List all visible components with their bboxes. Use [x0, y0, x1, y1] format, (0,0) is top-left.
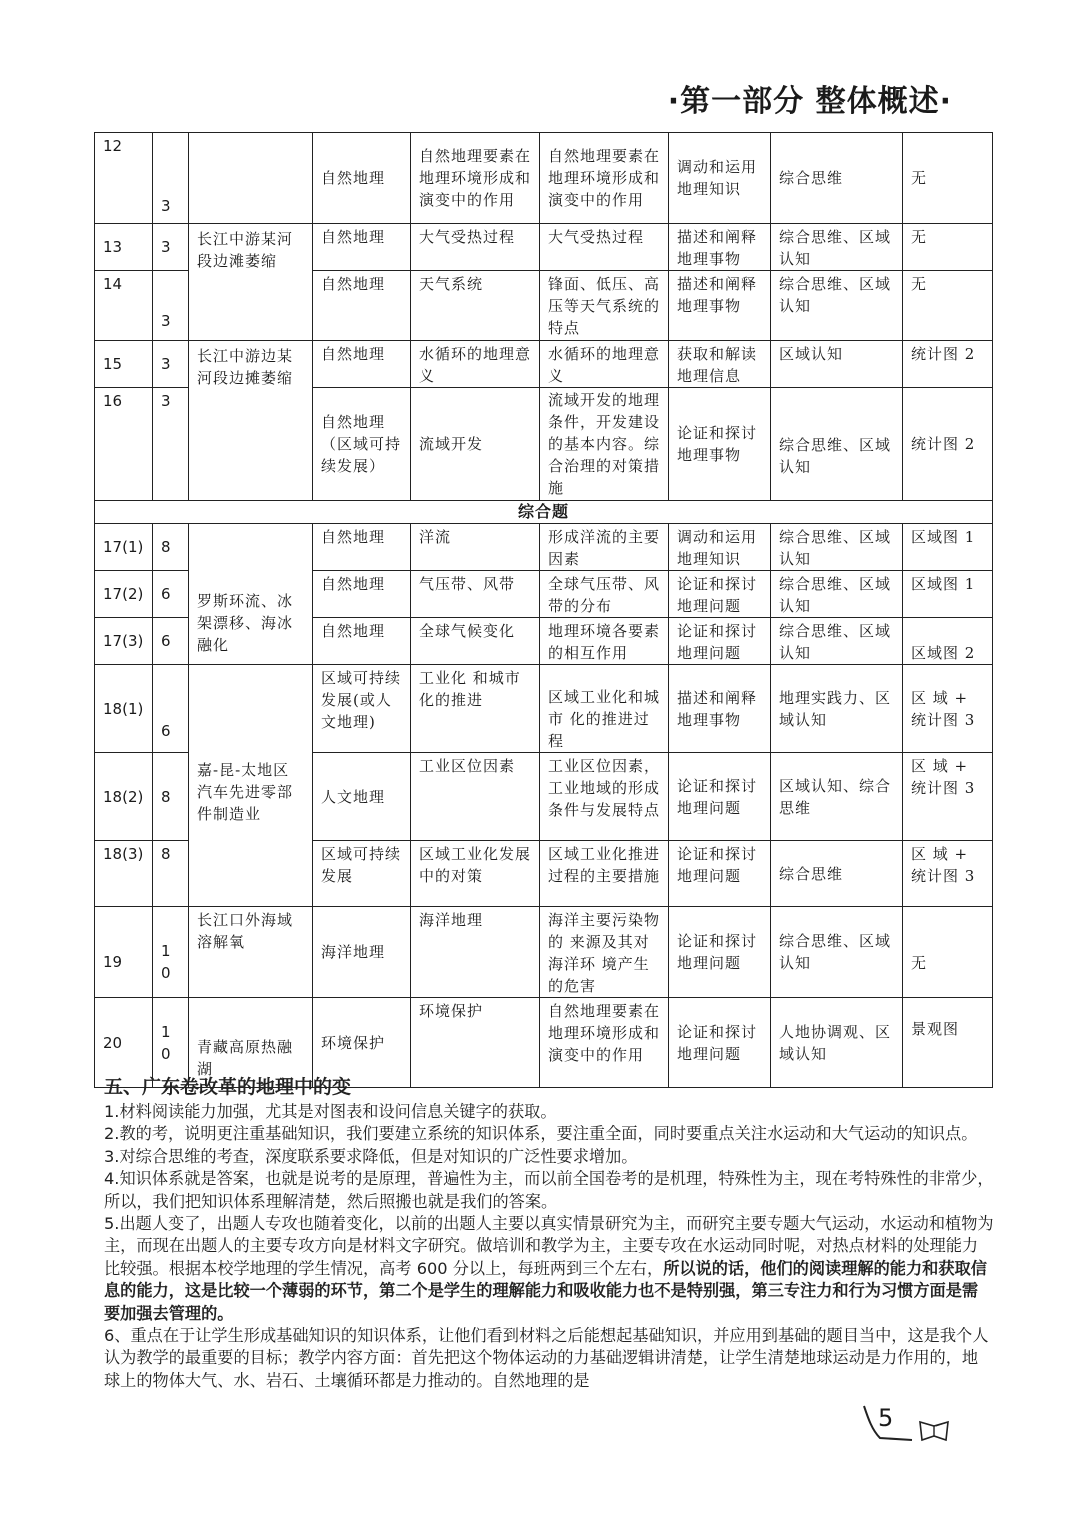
cell-score: 8	[153, 841, 189, 907]
cell-module: 自然地理	[313, 524, 411, 571]
cell-content: 区域工业化推进过程的主要措施	[540, 841, 669, 907]
cell-figure: 区 域 + 统计图 3	[903, 753, 993, 841]
cell-module: 区域可持续发展	[313, 841, 411, 907]
cell-literacy: 综合思维、区域认知	[771, 388, 903, 501]
cell-ability: 论证和探讨地理事物	[669, 388, 771, 501]
cell-knowledge: 洋流	[411, 524, 540, 571]
cell-knowledge: 区域工业化发展中的对策	[411, 841, 540, 907]
cell-knowledge: 大气受热过程	[411, 224, 540, 271]
paragraph-2: 2.教的考，说明更注重基础知识，我们要建立系统的知识体系，要注重全面，同时要重点关注水运动和大气运动的知识点。	[104, 1124, 978, 1144]
cell-ability: 论证和探讨地理问题	[669, 907, 771, 998]
cell-knowledge: 天气系统	[411, 271, 540, 341]
cell-literacy: 区域认知、综合思维	[771, 753, 903, 841]
cell-score: 6	[153, 618, 189, 665]
cell-content: 自然地理要素在地理环境形成和演变中的作用	[540, 998, 669, 1088]
cell-content: 流域开发的地理条件，开发建设的基本内容。综合治理的对策措施	[540, 388, 669, 501]
reform-analysis-section	[104, 1072, 994, 1392]
cell-question-no: 18(2)	[95, 753, 153, 841]
cell-figure: 无	[903, 907, 993, 998]
cell-material	[189, 133, 313, 224]
cell-figure: 无	[903, 224, 993, 271]
cell-question-no: 15	[95, 341, 153, 388]
exam-analysis-table	[94, 132, 992, 1088]
cell-knowledge: 流域开发	[411, 388, 540, 501]
cell-content: 区域工业化和城市 化的推进过程	[540, 665, 669, 753]
paragraph-1: 1.材料阅读能力加强，尤其是对图表和设问信息关键字的获取。	[104, 1102, 557, 1121]
cell-figure: 区域图 1	[903, 571, 993, 618]
cell-ability: 描述和阐释地理事物	[669, 271, 771, 341]
paragraph-4: 4.知识体系就是答案，也就是说考的是原理，普遍性为主，而以前全国卷考的是机理，特殊性为主，现在考特殊性的非常少，所以，我们把知识体系理解清楚，然后照搬也就是我们的答案。	[104, 1169, 994, 1211]
cell-ability: 论证和探讨地理问题	[669, 998, 771, 1088]
cell-figure: 无	[903, 271, 993, 341]
cell-knowledge: 水循环的地理意义	[411, 341, 540, 388]
table-row	[95, 224, 993, 271]
cell-knowledge: 自然地理要素在地理环境形成和演变中的作用	[411, 133, 540, 224]
cell-module: 自然地理	[313, 224, 411, 271]
cell-ability: 调动和运用地理知识	[669, 133, 771, 224]
paragraph-3: 3.对综合思维的考查，深度联系要求降低，但是对知识的广泛性要求增加。	[104, 1146, 638, 1166]
cell-question-no: 14	[95, 271, 153, 341]
cell-question-no: 17(2)	[95, 571, 153, 618]
cell-score: 3	[153, 271, 189, 341]
cell-module: 自然地理	[313, 618, 411, 665]
cell-literacy: 综合思维、区域认知	[771, 224, 903, 271]
cell-module: 自然地理	[313, 571, 411, 618]
cell-module: 环境保护	[313, 998, 411, 1088]
cell-module: 自然地理	[313, 341, 411, 388]
cell-content: 自然地理要素在地理环境形成和演变中的作用	[540, 133, 669, 224]
section-heading: 五、广东卷改革的地理中的变	[104, 1076, 352, 1098]
cell-question-no: 20	[95, 998, 153, 1088]
table-row	[95, 665, 993, 753]
cell-figure: 景观图	[903, 998, 993, 1088]
cell-figure: 区域图 1	[903, 524, 993, 571]
cell-knowledge: 全球气候变化	[411, 618, 540, 665]
cell-question-no: 16	[95, 388, 153, 501]
table-row	[95, 524, 993, 571]
cell-material: 长江口外海域溶解氧	[189, 907, 313, 998]
cell-content: 全球气压带、风带的分布	[540, 571, 669, 618]
cell-ability: 论证和探讨地理问题	[669, 841, 771, 907]
cell-ability: 获取和解读地理信息	[669, 341, 771, 388]
cell-score: 8	[153, 524, 189, 571]
section-label: 综合题	[95, 501, 993, 524]
paragraph-5	[104, 1213, 994, 1325]
paragraph-5-normal: 5.出题人变了，出题人专攻也随着变化，以前的出题人主要以真实情景研究为主，而研究主要专题大气运动，水运动和植物为主，而现在出题人的主要专攻方向是材料文字研究。做培训和教学为主，主要专攻在水运动同时呢，对热点材料的处理能力比较强。根据本校学地理的学生情况，高考 600 分以上，每班两到三个左右，	[104, 1214, 994, 1278]
cell-score: 6	[153, 571, 189, 618]
cell-literacy: 综合思维	[771, 841, 903, 907]
cell-figure: 区域图 2	[903, 618, 993, 665]
cell-module: 自然地理	[313, 271, 411, 341]
cell-literacy: 综合思维、区域认知	[771, 571, 903, 618]
table-row	[95, 907, 993, 998]
page-number-decoration	[862, 1404, 970, 1444]
cell-content: 大气受热过程	[540, 224, 669, 271]
cell-ability: 描述和阐释地理事物	[669, 665, 771, 753]
cell-question-no: 12	[95, 133, 153, 224]
cell-score: 3	[153, 224, 189, 271]
cell-ability: 调动和运用地理知识	[669, 524, 771, 571]
cell-content: 水循环的地理意义	[540, 341, 669, 388]
paragraph-6: 6、重点在于让学生形成基础知识的知识体系，让他们看到材料之后能想起基础知识，并应用到基础的题目当中，这是我个人认为教学的最重要的目标；教学内容方面：首先把这个物体运动的力基础逻辑讲清楚，让学生清楚地球运动是力作用的，地球上的物体大气、水、岩石、土壤循环都是力推动的。自然地理的是	[104, 1326, 989, 1390]
page-number: 5	[878, 1404, 894, 1432]
cell-literacy: 综合思维、区域认知	[771, 271, 903, 341]
cell-knowledge: 工业化 和城市化的推进	[411, 665, 540, 753]
cell-module: 区域可持续发展(或人文地理)	[313, 665, 411, 753]
cell-ability: 论证和探讨地理问题	[669, 571, 771, 618]
cell-content: 工业区位因素，工业地域的形成条件与发展特点	[540, 753, 669, 841]
cell-ability: 论证和探讨地理问题	[669, 618, 771, 665]
cell-content: 地理环境各要素的相互作用	[540, 618, 669, 665]
cell-score: 8	[153, 753, 189, 841]
cell-module: 人文地理	[313, 753, 411, 841]
cell-question-no: 18(1)	[95, 665, 153, 753]
cell-figure: 统计图 2	[903, 341, 993, 388]
cell-score: 3	[153, 133, 189, 224]
cell-question-no: 18(3)	[95, 841, 153, 907]
table-row	[95, 133, 993, 224]
cell-literacy: 综合思维、区域认知	[771, 907, 903, 998]
cell-material: 嘉-昆-太地区汽车先进零部件制造业	[189, 665, 313, 907]
cell-literacy: 综合思维、区域认知	[771, 524, 903, 571]
table-row	[95, 341, 993, 388]
cell-material: 罗斯环流、冰架漂移、海冰融化	[189, 524, 313, 665]
cell-module: 自然地理	[313, 133, 411, 224]
cell-literacy: 综合思维	[771, 133, 903, 224]
cell-literacy: 区域认知	[771, 341, 903, 388]
cell-knowledge: 环境保护	[411, 998, 540, 1088]
cell-figure: 无	[903, 133, 993, 224]
page-header-title: ·第一部分 整体概述·	[667, 84, 952, 119]
cell-figure: 区 域 + 统计图 3	[903, 841, 993, 907]
cell-score: 3	[153, 341, 189, 388]
table-section-row	[95, 501, 993, 524]
cell-literacy: 地理实践力、区域认知	[771, 665, 903, 753]
cell-module: 自然地理（区域可持续发展）	[313, 388, 411, 501]
cell-figure: 统计图 2	[903, 388, 993, 501]
cell-score: 6	[153, 665, 189, 753]
cell-material: 长江中游某河段边滩萎缩	[189, 224, 313, 341]
cell-content: 锋面、低压、高压等天气系统的特点	[540, 271, 669, 341]
cell-score: 10	[153, 998, 189, 1088]
cell-question-no: 17(3)	[95, 618, 153, 665]
cell-knowledge: 气压带、风带	[411, 571, 540, 618]
cell-question-no: 19	[95, 907, 153, 998]
cell-knowledge: 海洋地理	[411, 907, 540, 998]
cell-score: 10	[153, 907, 189, 998]
cell-material: 长江中游边某河段边摊萎缩	[189, 341, 313, 501]
cell-module: 海洋地理	[313, 907, 411, 998]
cell-score: 3	[153, 388, 189, 501]
cell-question-no: 13	[95, 224, 153, 271]
cell-knowledge: 工业区位因素	[411, 753, 540, 841]
cell-literacy: 综合思维、区域认知	[771, 618, 903, 665]
cell-figure: 区 域 + 统计图 3	[903, 665, 993, 753]
cell-ability: 描述和阐释地理事物	[669, 224, 771, 271]
cell-content: 形成洋流的主要因素	[540, 524, 669, 571]
cell-question-no: 17(1)	[95, 524, 153, 571]
cell-literacy: 人地协调观、区域认知	[771, 998, 903, 1088]
cell-material: 青藏高原热融湖	[189, 998, 313, 1088]
cell-ability: 论证和探讨地理问题	[669, 753, 771, 841]
paragraph-5-bold: 所以说的话，他们的阅读理解的能力和获取信息的能力，这是比较一个薄弱的环节，第二个是学生的理解能力和吸收能力也不是特别强，第三专注力和行为习惯方面是需要加强去管理的。	[104, 1258, 987, 1323]
cell-content: 海洋主要污染物的 来源及其对海洋环 境产生的危害	[540, 907, 669, 998]
